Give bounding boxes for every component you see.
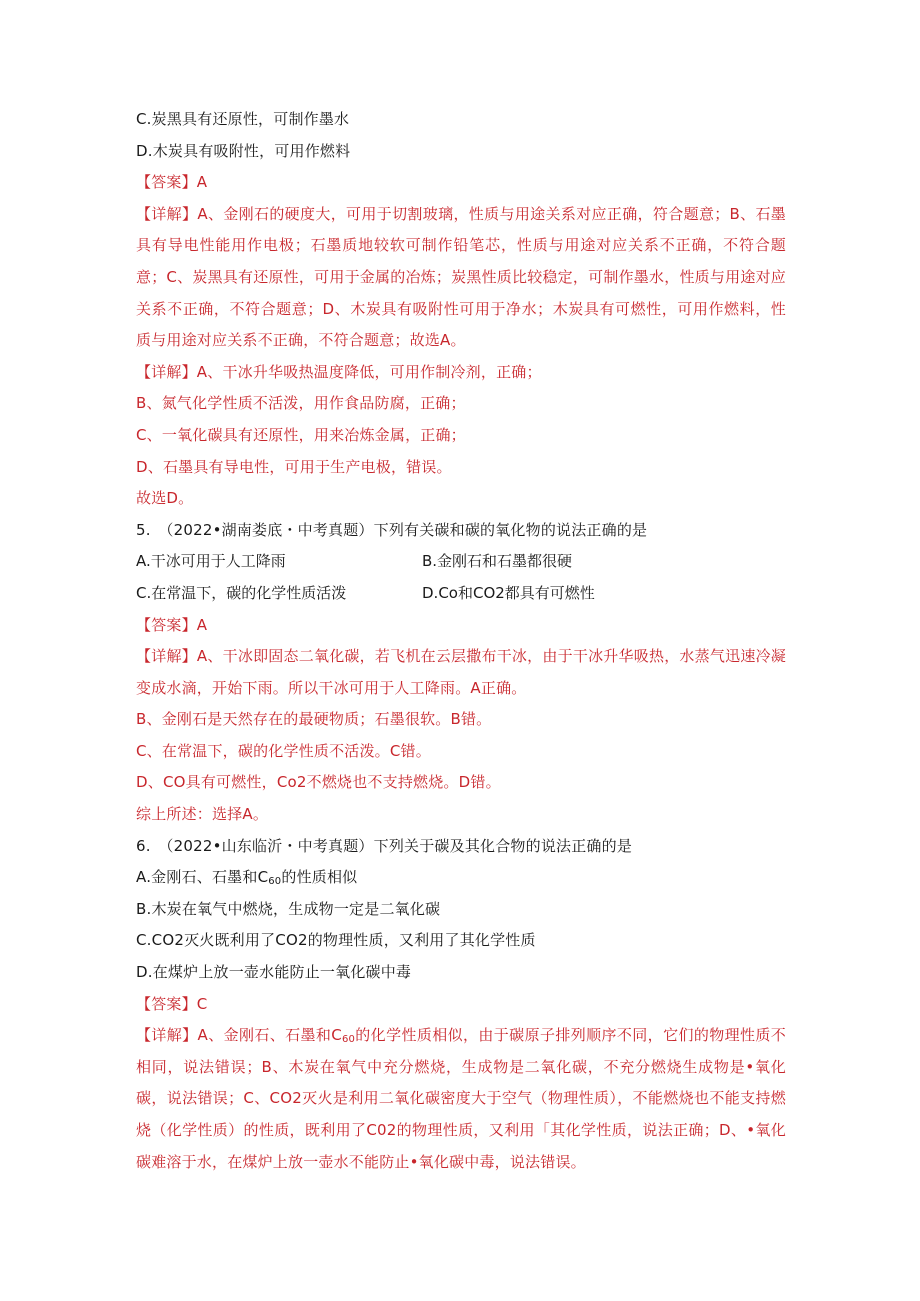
q4-detail-paragraph: 【详解】A、金刚石的硬度大，可用于切割玻璃，性质与用途关系对应正确，符合题意；B、石墨具有导电性能用作电极；石墨质地较软可制作铅笔芯，性质与用途对应关系不正确，不符合题意；C、炭黑具有还原性，可用于金属的冶炼；炭黑性质比较稳定，可制作墨水，性质与用途对应关系不正确，不符合题意；D、木炭具有吸附性可用于净水；木炭具有可燃性，可用作燃料，性质与用途对应关系不正确，不符合题意；故选A。: [136, 204, 786, 350]
q6-option-a-subscript: 60: [268, 876, 282, 888]
document-page: [136, 104, 786, 1178]
q5-detail-b: B、金刚石是天然存在的最硬物质；石墨很软。B错。: [136, 710, 492, 729]
q5-conclusion: 综上所述：选择A。: [136, 805, 269, 824]
q5-option-a: A.干冰可用于人工降雨: [136, 552, 286, 571]
q4-option-c: C.炭黑具有还原性，可制作墨水: [136, 110, 350, 128]
q6-detail-subscript: 60: [341, 1034, 356, 1046]
q5-answer: 【答案】A: [136, 615, 208, 634]
q5-option-b: B.金刚石和石墨都很硬: [422, 552, 573, 571]
q5-stem: 5. （2022•湖南娄底・中考真题）下列有关碳和碳的氧化物的说法正确的是: [136, 520, 648, 539]
q4-option-d: D.木炭具有吸附性，可用作燃料: [136, 141, 351, 160]
q5-options-row-2: [136, 578, 786, 610]
q6-detail-text-end: 的化学性质相似，由于碳原子排列顺序不同，它们的物理性质不相同，说法错误；B、木炭在氧气中充分燃烧，生成物是二氧化碳，不充分燃烧生成物是•氧化碳，说法错误；C、CO2灭火是利用二氧化碳密度大于空气（物理性质），不能燃烧也不能支持燃烧（化学性质）的性质，既利用了C02的物理性质，又利用「其化学性质，说法正确；D、•氧化碳难溶于水，在煤炉上放一壶水不能防止•氧化碳中毒，说法错误。: [136, 1026, 786, 1171]
q6-stem: 6. （2022•山东临沂・中考真题）下列关于碳及其化合物的说法正确的是: [136, 836, 633, 855]
q4-detail2-c: C、一氧化碳具有还原性，用来冶炼金属，正确；: [136, 425, 466, 444]
q6-option-a-text: A.金刚石、石墨和C: [136, 868, 269, 887]
q6-detail-text: 【详解】A、金刚石、石墨和C: [136, 1026, 342, 1045]
q6-option-a-text-end: 的性质相似: [281, 868, 358, 887]
q5-detail-d: D、CO具有可燃性，Co2不燃烧也不支持燃烧。D错。: [136, 773, 501, 792]
q4-detail2-d: D、石墨具有导电性，可用于生产电极，错误。: [136, 457, 452, 476]
q5-detail-paragraph: 【详解】A、干冰即固态二氧化碳，若飞机在云层撒布干冰，由于干冰升华吸热，水蒸气迅速冷凝变成水滴，开始下雨。所以干冰可用于人工降雨。A正确。: [136, 647, 786, 697]
q6-option-d: D.在煤炉上放一壶水能防止一氧化碳中毒: [136, 963, 412, 982]
q6-option-c: C.CO2灭火既利用了CO2的物理性质，又利用了其化学性质: [136, 931, 536, 950]
q6-option-b: B.木炭在氧气中燃烧，生成物一定是二氧化碳: [136, 899, 441, 918]
q4-answer: 【答案】A: [136, 173, 208, 192]
q6-detail-paragraph: [136, 1020, 786, 1178]
q5-option-c: C.在常温下，碳的化学性质活泼: [136, 583, 347, 602]
q6-answer: 【答案】C: [136, 994, 208, 1013]
q5-detail-c: C、在常温下，碳的化学性质不活泼。C错。: [136, 741, 431, 760]
q4-detail2-b: B、氮气化学性质不活泼，用作食品防腐，正确；: [136, 394, 466, 413]
q5-option-d: D.Co和CO2都具有可燃性: [422, 583, 595, 602]
q5-options-row-1: [136, 546, 786, 578]
q6-option-a: [136, 862, 786, 894]
q4-conclusion: 故选D。: [136, 489, 194, 508]
q4-detail2-a: 【详解】A、干冰升华吸热温度降低，可用作制冷剂，正确；: [136, 362, 542, 381]
